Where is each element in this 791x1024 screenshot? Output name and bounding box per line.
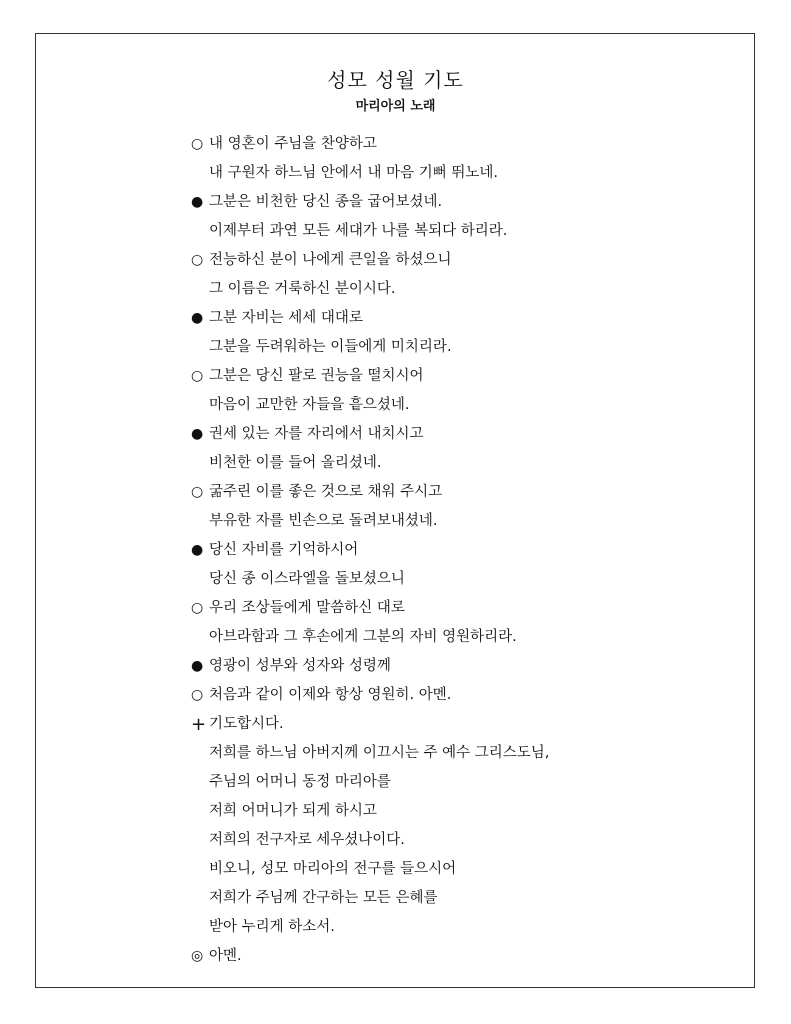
prayer-line-text: 아멘. — [209, 948, 242, 964]
prayer-line — [191, 130, 549, 159]
prayer-line-text: 권세 있는 자를 자리에서 내치시고 — [209, 426, 424, 442]
prayer-line-text: 비천한 이를 들어 올리셨네. — [209, 455, 382, 471]
prayer-line — [191, 884, 549, 913]
prayer-line — [191, 246, 549, 275]
response-marker-filled-circle: ● — [191, 426, 204, 442]
prayer-line-text: 영광이 성부와 성자와 성령께 — [209, 658, 391, 674]
prayer-line — [191, 449, 549, 478]
prayer-line — [191, 913, 549, 942]
prayer-line — [191, 594, 549, 623]
prayer-line — [191, 333, 549, 362]
response-marker-double-circle: ◎ — [191, 948, 204, 964]
document-title: 성모 성월 기도 — [327, 68, 464, 92]
prayer-line-text: 내 영혼이 주님을 찬양하고 — [209, 136, 377, 152]
prayer-line — [191, 507, 549, 536]
prayer-line-text: 처음과 같이 이제와 항상 영원히. 아멘. — [209, 687, 452, 703]
prayer-line — [191, 565, 549, 594]
prayer-text — [191, 130, 549, 971]
response-marker-open-circle: ○ — [191, 687, 204, 703]
prayer-line — [191, 797, 549, 826]
document-subtitle: 마리아의 노래 — [355, 99, 436, 114]
prayer-line — [191, 826, 549, 855]
prayer-line-text: 당신 자비를 기억하시어 — [209, 542, 359, 558]
prayer-line-text: 비오니, 성모 마리아의 전구를 들으시어 — [209, 861, 457, 877]
prayer-line-text: 저희가 주님께 간구하는 모든 은혜를 — [209, 890, 438, 906]
prayer-line-text: 굶주린 이를 좋은 것으로 채워 주시고 — [209, 484, 443, 500]
prayer-line — [191, 681, 549, 710]
prayer-line-text: 그분을 두려워하는 이들에게 미치리라. — [209, 339, 452, 355]
prayer-line-text: 이제부터 과연 모든 세대가 나를 복되다 하리라. — [209, 223, 508, 239]
prayer-line-text: 아브라함과 그 후손에게 그분의 자비 영원하리라. — [209, 629, 517, 645]
prayer-line — [191, 478, 549, 507]
prayer-line — [191, 159, 549, 188]
prayer-line — [191, 652, 549, 681]
prayer-line — [191, 391, 549, 420]
prayer-line — [191, 536, 549, 565]
prayer-line — [191, 768, 549, 797]
prayer-line — [191, 942, 549, 971]
prayer-line-text: 그 이름은 거룩하신 분이시다. — [209, 281, 396, 297]
response-marker-open-circle: ○ — [191, 600, 204, 616]
prayer-line-text: 주님의 어머니 동정 마리아를 — [209, 774, 391, 790]
prayer-line-text: 기도합시다. — [209, 716, 284, 732]
prayer-line — [191, 188, 549, 217]
prayer-line — [191, 855, 549, 884]
prayer-line-text: 그분은 당신 팔로 권능을 떨치시어 — [209, 368, 424, 384]
prayer-line-text: 내 구원자 하느님 안에서 내 마음 기뻐 뛰노네. — [209, 165, 498, 181]
prayer-line-text: 그분은 비천한 당신 종을 굽어보셨네. — [209, 194, 443, 210]
prayer-line-text: 부유한 자를 빈손으로 돌려보내셨네. — [209, 513, 438, 529]
response-marker-filled-circle: ● — [191, 310, 204, 326]
prayer-line-text: 저희의 전구자로 세우셨나이다. — [209, 832, 405, 848]
response-marker-filled-circle: ● — [191, 194, 204, 210]
response-marker-open-circle: ○ — [191, 368, 204, 384]
prayer-line — [191, 217, 549, 246]
prayer-line — [191, 739, 549, 768]
prayer-line-text: 우리 조상들에게 말씀하신 대로 — [209, 600, 405, 616]
prayer-line-text: 그분 자비는 세세 대대로 — [209, 310, 363, 326]
response-marker-open-circle: ○ — [191, 136, 204, 152]
response-marker-filled-circle: ● — [191, 542, 204, 558]
prayer-line-text: 마음이 교만한 자들을 흩으셨네. — [209, 397, 410, 413]
prayer-line — [191, 304, 549, 333]
response-marker-open-circle: ○ — [191, 484, 204, 500]
cross-icon: + — [191, 714, 207, 735]
prayer-line — [191, 362, 549, 391]
prayer-line — [191, 623, 549, 652]
prayer-line-text: 당신 종 이스라엘을 돌보셨으니 — [209, 571, 405, 587]
prayer-line — [191, 710, 549, 739]
prayer-line — [191, 420, 549, 449]
prayer-line-text: 저희를 하느님 아버지께 이끄시는 주 예수 그리스도님, — [209, 745, 550, 761]
response-marker-filled-circle: ● — [191, 658, 204, 674]
response-marker-open-circle: ○ — [191, 252, 204, 268]
prayer-line-text: 받아 누리게 하소서. — [209, 919, 335, 935]
prayer-line — [191, 275, 549, 304]
prayer-line-text: 저희 어머니가 되게 하시고 — [209, 803, 377, 819]
prayer-line-text: 전능하신 분이 나에게 큰일을 하셨으니 — [209, 252, 452, 268]
